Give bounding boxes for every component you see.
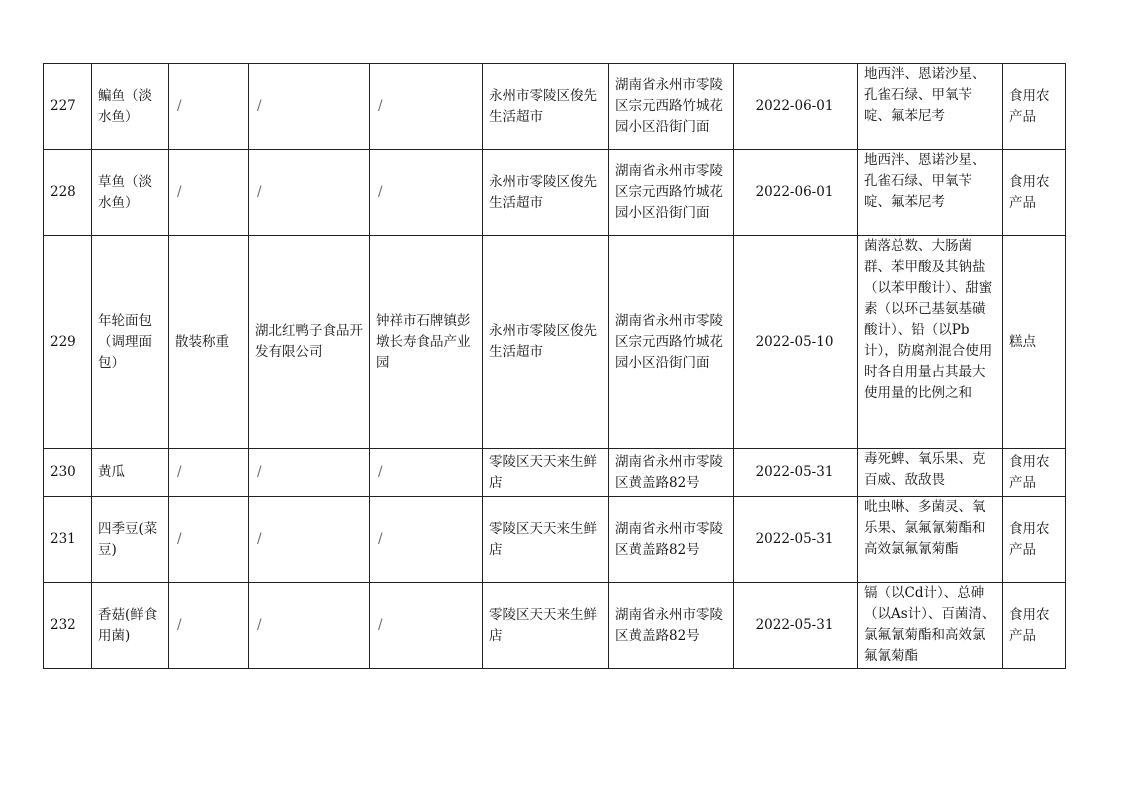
producer-name: / <box>249 449 370 497</box>
producer-name: / <box>249 497 370 583</box>
inspection-results-table <box>43 63 1066 669</box>
producer-address: / <box>370 449 483 497</box>
spec-model: / <box>169 497 249 583</box>
spec-model: 散装称重 <box>169 236 249 449</box>
spec-model: / <box>169 583 249 669</box>
seller-address: 湖南省永州市零陵区黄盖路82号 <box>609 583 734 669</box>
test-items: 地西泮、恩诺沙星、孔雀石绿、甲氧苄啶、氟苯尼考 <box>858 150 1003 236</box>
producer-name: / <box>249 64 370 150</box>
seller-name: 零陵区天天来生鲜店 <box>483 449 609 497</box>
sample-name: 四季豆(菜豆) <box>92 497 169 583</box>
food-category: 食用农产品 <box>1003 497 1066 583</box>
producer-name: 湖北红鸭子食品开发有限公司 <box>249 236 370 449</box>
food-category: 食用农产品 <box>1003 583 1066 669</box>
producer-name: / <box>249 150 370 236</box>
table-row <box>44 449 1066 497</box>
producer-address: / <box>370 150 483 236</box>
producer-name: / <box>249 583 370 669</box>
spec-model: / <box>169 449 249 497</box>
production-date: 2022-05-31 <box>734 449 858 497</box>
seller-address: 湖南省永州市零陵区黄盖路82号 <box>609 497 734 583</box>
table-row <box>44 583 1066 669</box>
seller-address: 湖南省永州市零陵区宗元西路竹城花园小区沿街门面 <box>609 236 734 449</box>
spec-model: / <box>169 150 249 236</box>
sample-name: 黄瓜 <box>92 449 169 497</box>
seller-address: 湖南省永州市零陵区宗元西路竹城花园小区沿街门面 <box>609 150 734 236</box>
row-number: 231 <box>44 497 92 583</box>
producer-address: / <box>370 497 483 583</box>
table-row <box>44 64 1066 150</box>
sample-name: 草鱼（淡水鱼） <box>92 150 169 236</box>
seller-name: 永州市零陵区俊先生活超市 <box>483 236 609 449</box>
food-category: 食用农产品 <box>1003 449 1066 497</box>
production-date: 2022-05-31 <box>734 497 858 583</box>
production-date: 2022-05-31 <box>734 583 858 669</box>
table-row <box>44 236 1066 449</box>
producer-address: 钟祥市石牌镇彭墩长寿食品产业园 <box>370 236 483 449</box>
producer-address: / <box>370 64 483 150</box>
table-row <box>44 497 1066 583</box>
food-category: 糕点 <box>1003 236 1066 449</box>
seller-name: 永州市零陵区俊先生活超市 <box>483 64 609 150</box>
seller-name: 零陵区天天来生鲜店 <box>483 583 609 669</box>
test-items: 吡虫啉、多菌灵、氧乐果、氯氟氰菊酯和高效氯氟氰菊酯 <box>858 497 1003 583</box>
row-number: 227 <box>44 64 92 150</box>
seller-name: 零陵区天天来生鲜店 <box>483 497 609 583</box>
sample-name: 年轮面包（调理面包） <box>92 236 169 449</box>
test-items: 地西泮、恩诺沙星、孔雀石绿、甲氧苄啶、氟苯尼考 <box>858 64 1003 150</box>
row-number: 232 <box>44 583 92 669</box>
food-category: 食用农产品 <box>1003 64 1066 150</box>
table-row <box>44 150 1066 236</box>
production-date: 2022-05-10 <box>734 236 858 449</box>
row-number: 229 <box>44 236 92 449</box>
row-number: 228 <box>44 150 92 236</box>
test-items: 菌落总数、大肠菌群、苯甲酸及其钠盐（以苯甲酸计）、甜蜜素（以环己基氨基磺酸计）、铅（以Pb计），防腐剂混合使用时各自用量占其最大使用量的比例之和 <box>858 236 1003 449</box>
production-date: 2022-06-01 <box>734 150 858 236</box>
spec-model: / <box>169 64 249 150</box>
sample-name: 香菇(鲜食用菌) <box>92 583 169 669</box>
sample-name: 鳊鱼（淡水鱼） <box>92 64 169 150</box>
row-number: 230 <box>44 449 92 497</box>
food-category: 食用农产品 <box>1003 150 1066 236</box>
test-items: 镉（以Cd计）、总砷（以As计）、百菌清、氯氟氰菊酯和高效氯氟氰菊酯 <box>858 583 1003 669</box>
seller-address: 湖南省永州市零陵区宗元西路竹城花园小区沿街门面 <box>609 64 734 150</box>
producer-address: / <box>370 583 483 669</box>
production-date: 2022-06-01 <box>734 64 858 150</box>
test-items: 毒死蜱、氧乐果、克百威、敌敌畏 <box>858 449 1003 497</box>
seller-name: 永州市零陵区俊先生活超市 <box>483 150 609 236</box>
seller-address: 湖南省永州市零陵区黄盖路82号 <box>609 449 734 497</box>
